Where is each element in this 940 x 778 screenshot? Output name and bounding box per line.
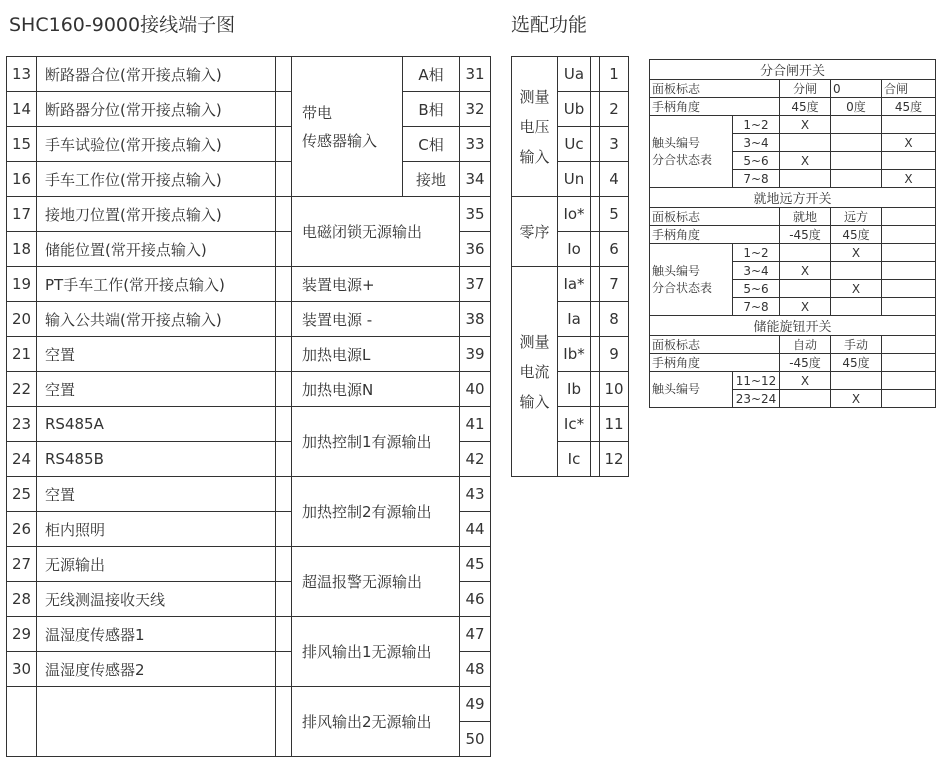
terminal-gap (591, 57, 600, 92)
terminal-gap (276, 652, 292, 687)
contact-state (831, 134, 882, 152)
terminal-number: 15 (7, 127, 37, 162)
terminal-gap (276, 337, 292, 372)
terminal-number: 14 (7, 92, 37, 127)
contact-id: 23~24 (733, 390, 780, 408)
table-row (650, 208, 936, 226)
terminal-number: 42 (460, 442, 491, 477)
table-row (650, 98, 936, 116)
terminal-number: 40 (460, 372, 491, 407)
terminal-gap (276, 372, 292, 407)
contact-state (882, 116, 936, 134)
empty-terminal-number (7, 687, 37, 757)
terminal-number: 46 (460, 582, 491, 617)
signal-label: Ia (558, 302, 591, 337)
contact-state: X (780, 262, 831, 280)
output-label: 加热控制1有源输出 (292, 407, 460, 477)
terminal-number: 41 (460, 407, 491, 442)
terminal-number: 38 (460, 302, 491, 337)
terminal-number: 37 (460, 267, 491, 302)
terminal-label: 断路器合位(常开接点输入) (37, 57, 276, 92)
terminal-number: 26 (7, 512, 37, 547)
terminal-label: RS485B (37, 442, 276, 477)
signal-label: Ia* (558, 267, 591, 302)
signal-label: Uc (558, 127, 591, 162)
switch-section-title: 储能旋钮开关 (650, 316, 936, 336)
angle-label: 手柄角度 (650, 98, 780, 116)
contact-state: X (831, 390, 882, 408)
output-label: 排风输出1无源输出 (292, 617, 460, 687)
terminal-gap (276, 162, 292, 197)
terminal-number: 31 (460, 57, 491, 92)
contact-state: X (780, 152, 831, 170)
panel-label: 面板标志 (650, 208, 780, 226)
panel-label: 面板标志 (650, 80, 780, 98)
contact-state (831, 152, 882, 170)
terminal-number: 11 (600, 407, 629, 442)
terminal-gap (591, 92, 600, 127)
empty-cell (882, 244, 936, 262)
terminal-gap (591, 127, 600, 162)
measure-group-label: 测量 电流 输入 (512, 267, 558, 477)
terminal-number: 3 (600, 127, 629, 162)
table-row (7, 92, 491, 127)
contact-state: X (780, 372, 831, 390)
table-row (7, 302, 491, 337)
signal-label: Ib (558, 372, 591, 407)
signal-label: Io* (558, 197, 591, 232)
output-label: 电磁闭锁无源输出 (292, 197, 460, 267)
table-row (650, 316, 936, 336)
terminal-number: 44 (460, 512, 491, 547)
contact-state: X (780, 116, 831, 134)
table-row (650, 372, 936, 390)
terminal-number: 32 (460, 92, 491, 127)
terminal-gap (276, 582, 292, 617)
table-row (512, 267, 629, 302)
angle-value: 45度 (831, 226, 882, 244)
terminal-number: 8 (600, 302, 629, 337)
measure-group-label: 零序 (512, 197, 558, 267)
terminal-label: 手车试验位(常开接点输入) (37, 127, 276, 162)
terminal-gap (591, 302, 600, 337)
contact-state (780, 244, 831, 262)
terminal-label: 手车工作位(常开接点输入) (37, 162, 276, 197)
table-row (7, 477, 491, 512)
terminal-number: 16 (7, 162, 37, 197)
contact-state (831, 116, 882, 134)
terminal-number: 10 (600, 372, 629, 407)
table-row (7, 337, 491, 372)
terminal-gap (591, 407, 600, 442)
terminal-number: 27 (7, 547, 37, 582)
signal-label: Ic (558, 442, 591, 477)
table-row (512, 197, 629, 232)
terminal-label: 温湿度传感器1 (37, 617, 276, 652)
contact-state (780, 134, 831, 152)
terminal-gap (276, 57, 292, 92)
table-row (7, 407, 491, 442)
table-row (7, 162, 491, 197)
terminal-number: 30 (7, 652, 37, 687)
angle-value: 45度 (831, 354, 882, 372)
empty-cell (882, 336, 936, 354)
terminal-gap (276, 127, 292, 162)
empty-cell (882, 298, 936, 316)
switch-state-table (649, 59, 936, 408)
terminal-gap (276, 267, 292, 302)
terminal-gap (591, 442, 600, 477)
terminal-gap (276, 442, 292, 477)
terminal-number: 17 (7, 197, 37, 232)
contact-id: 1~2 (733, 244, 780, 262)
terminal-number: 35 (460, 197, 491, 232)
sensor-input-group-label: 带电 传感器输入 (292, 57, 403, 197)
contact-id: 1~2 (733, 116, 780, 134)
contact-state: X (882, 170, 936, 188)
terminal-number: 28 (7, 582, 37, 617)
contact-state (780, 280, 831, 298)
terminal-label: PT手车工作(常开接点输入) (37, 267, 276, 302)
terminal-label: 空置 (37, 372, 276, 407)
table-row (650, 244, 936, 262)
contact-state (780, 390, 831, 408)
table-row (7, 197, 491, 232)
panel-label: 面板标志 (650, 336, 780, 354)
terminal-number: 34 (460, 162, 491, 197)
contact-id: 11~12 (733, 372, 780, 390)
terminal-number: 49 (460, 687, 491, 722)
terminal-label: 无线测温接收天线 (37, 582, 276, 617)
signal-label: Io (558, 232, 591, 267)
terminal-gap (276, 547, 292, 582)
table-row (7, 372, 491, 407)
output-label: 排风输出2无源输出 (292, 687, 460, 757)
switch-section-title: 分合闸开关 (650, 60, 936, 80)
terminal-number: 39 (460, 337, 491, 372)
panel-value: 0 (831, 80, 882, 98)
table-row (650, 226, 936, 244)
output-label: 超温报警无源输出 (292, 547, 460, 617)
contact-state: X (831, 244, 882, 262)
table-row (7, 127, 491, 162)
contact-state (780, 170, 831, 188)
terminal-number: 13 (7, 57, 37, 92)
terminal-label: 储能位置(常开接点输入) (37, 232, 276, 267)
angle-value: 45度 (780, 98, 831, 116)
terminal-label: 断路器分位(常开接点输入) (37, 92, 276, 127)
signal-label: Ic* (558, 407, 591, 442)
terminal-number: 9 (600, 337, 629, 372)
terminal-gap (591, 337, 600, 372)
terminal-gap (591, 197, 600, 232)
terminal-number: 25 (7, 477, 37, 512)
table-row (7, 547, 491, 582)
contact-label: 触头编号 分合状态表 (650, 116, 733, 188)
terminal-label: 空置 (37, 337, 276, 372)
terminal-number: 12 (600, 442, 629, 477)
table-row (650, 60, 936, 80)
contact-label: 触头编号 分合状态表 (650, 244, 733, 316)
angle-value: -45度 (780, 354, 831, 372)
contact-id: 3~4 (733, 134, 780, 152)
contact-id: 5~6 (733, 280, 780, 298)
terminal-gap (591, 267, 600, 302)
output-label: 加热电源L (292, 337, 460, 372)
terminal-number: 45 (460, 547, 491, 582)
terminal-gap (276, 92, 292, 127)
angle-value: -45度 (780, 226, 831, 244)
terminal-label: 柜内照明 (37, 512, 276, 547)
terminal-gap (276, 197, 292, 232)
terminal-label: 输入公共端(常开接点输入) (37, 302, 276, 337)
sensor-phase-label: B相 (403, 92, 460, 127)
terminal-gap (276, 302, 292, 337)
wiring-diagram-title: SHC160-9000接线端子图 (9, 14, 236, 36)
sensor-phase-label: C相 (403, 127, 460, 162)
table-row (7, 267, 491, 302)
angle-value: 0度 (831, 98, 882, 116)
contact-state: X (831, 280, 882, 298)
table-row (7, 57, 491, 92)
terminal-gap (276, 407, 292, 442)
contact-id: 7~8 (733, 298, 780, 316)
terminal-number: 1 (600, 57, 629, 92)
terminal-gap (591, 162, 600, 197)
terminal-gap (591, 372, 600, 407)
signal-label: Un (558, 162, 591, 197)
panel-value: 合闸 (882, 80, 936, 98)
panel-value: 手动 (831, 336, 882, 354)
contact-state (831, 262, 882, 280)
terminal-number: 19 (7, 267, 37, 302)
terminal-label: 温湿度传感器2 (37, 652, 276, 687)
empty-cell (882, 372, 936, 390)
contact-state: X (882, 134, 936, 152)
empty-cell (882, 390, 936, 408)
sensor-phase-label: 接地 (403, 162, 460, 197)
table-row (650, 116, 936, 134)
terminal-gap (276, 617, 292, 652)
terminal-number: 29 (7, 617, 37, 652)
contact-state (882, 152, 936, 170)
signal-label: Ub (558, 92, 591, 127)
terminal-number: 23 (7, 407, 37, 442)
terminal-number: 4 (600, 162, 629, 197)
terminal-gap (276, 232, 292, 267)
output-label: 加热电源N (292, 372, 460, 407)
table-row (512, 57, 629, 92)
signal-label: Ua (558, 57, 591, 92)
terminal-label: 空置 (37, 477, 276, 512)
panel-value: 就地 (780, 208, 831, 226)
panel-value: 自动 (780, 336, 831, 354)
terminal-gap (276, 687, 292, 757)
table-row (7, 687, 491, 722)
contact-id: 5~6 (733, 152, 780, 170)
contact-state (831, 170, 882, 188)
terminal-label: 接地刀位置(常开接点输入) (37, 197, 276, 232)
empty-cell (882, 354, 936, 372)
contact-state: X (780, 298, 831, 316)
table-row (650, 354, 936, 372)
contact-state (831, 298, 882, 316)
terminal-number: 7 (600, 267, 629, 302)
optional-features-title: 选配功能 (511, 14, 588, 36)
sensor-phase-label: A相 (403, 57, 460, 92)
terminal-number: 22 (7, 372, 37, 407)
angle-value: 45度 (882, 98, 936, 116)
contact-state (831, 372, 882, 390)
terminal-number: 48 (460, 652, 491, 687)
table-row (650, 188, 936, 208)
signal-label: Ib* (558, 337, 591, 372)
terminal-number: 5 (600, 197, 629, 232)
measure-group-label: 测量 电压 输入 (512, 57, 558, 197)
contact-id: 3~4 (733, 262, 780, 280)
contact-id: 7~8 (733, 170, 780, 188)
terminal-number: 36 (460, 232, 491, 267)
measurement-table (511, 56, 629, 477)
terminal-label: 无源输出 (37, 547, 276, 582)
terminal-number: 24 (7, 442, 37, 477)
terminal-number: 50 (460, 722, 491, 757)
table-row (650, 80, 936, 98)
contact-label: 触头编号 (650, 372, 733, 408)
terminal-number: 47 (460, 617, 491, 652)
panel-value: 远方 (831, 208, 882, 226)
terminal-number: 18 (7, 232, 37, 267)
table-row (7, 617, 491, 652)
empty-cell (882, 226, 936, 244)
terminal-number: 2 (600, 92, 629, 127)
output-label: 装置电源+ (292, 267, 460, 302)
terminal-label: RS485A (37, 407, 276, 442)
terminal-table (6, 56, 491, 757)
angle-label: 手柄角度 (650, 354, 780, 372)
terminal-gap (276, 477, 292, 512)
output-label: 加热控制2有源输出 (292, 477, 460, 547)
empty-cell (882, 208, 936, 226)
terminal-number: 20 (7, 302, 37, 337)
terminal-number: 6 (600, 232, 629, 267)
table-row (650, 336, 936, 354)
output-label: 装置电源 - (292, 302, 460, 337)
terminal-gap (276, 512, 292, 547)
empty-cell (882, 262, 936, 280)
empty-terminal-label (37, 687, 276, 757)
angle-label: 手柄角度 (650, 226, 780, 244)
terminal-number: 33 (460, 127, 491, 162)
switch-section-title: 就地远方开关 (650, 188, 936, 208)
terminal-gap (591, 232, 600, 267)
empty-cell (882, 280, 936, 298)
panel-value: 分闸 (780, 80, 831, 98)
terminal-number: 21 (7, 337, 37, 372)
terminal-number: 43 (460, 477, 491, 512)
